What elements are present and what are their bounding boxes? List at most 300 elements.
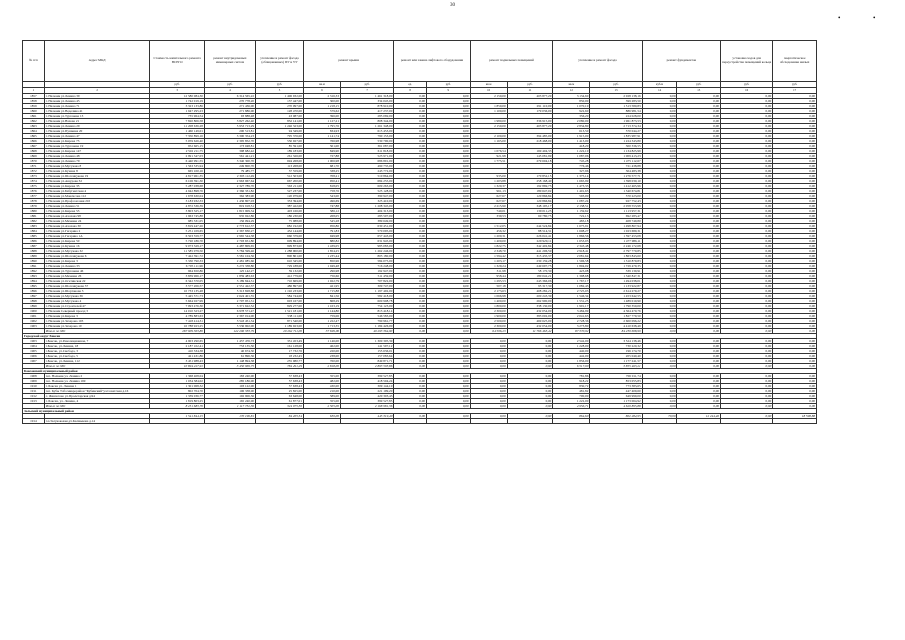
value-cell: 7 418 414,31 (150, 319, 204, 324)
value-cell: 0,00 (394, 379, 427, 384)
value-cell: 355,00 (303, 374, 340, 379)
value-cell: 230 159,28 (507, 259, 553, 264)
value-cell: 0,00 (394, 364, 427, 369)
value-cell: 0,00 (427, 244, 471, 249)
value-cell: 2 797 770,85 (590, 249, 642, 254)
address-cell: г. Нальчик ул.Ленина 47 (44, 134, 150, 139)
value-cell: 0,00 (427, 214, 471, 219)
value-cell: 1 795,76 (303, 124, 340, 129)
value-cell: 0,00 (773, 259, 817, 264)
value-cell: 157 083,64 (340, 354, 393, 359)
value-cell (303, 419, 340, 424)
value-cell: 0,00 (427, 384, 471, 389)
value-cell: 1 301 068,32 (150, 384, 204, 389)
value-cell: 430,00 (303, 384, 340, 389)
value-cell: 0,00 (642, 234, 677, 239)
value-cell: 0,00 (721, 304, 773, 309)
value-cell: 0,00 (427, 394, 471, 399)
value-cell: 4 789 883,63 (150, 314, 204, 319)
value-cell: 0,00 (677, 399, 721, 404)
value-cell: 0,00 (773, 224, 817, 229)
value-cell: 3 577 206,57 (150, 284, 204, 289)
value-cell: 510 864,00 (340, 174, 393, 179)
value-cell: 0,00 (427, 119, 471, 124)
address-cell: г. Нальчик ул.Ленина 48 (44, 154, 150, 159)
value-cell: 7 422 391,72 (150, 254, 204, 259)
value-cell: 0,00 (427, 304, 471, 309)
value-cell: 155 636,01 (340, 349, 393, 354)
value-cell: 0,00 (427, 349, 471, 354)
value-cell: 700,00 (553, 394, 590, 399)
value-cell: 0,00 (394, 224, 427, 229)
value-cell: 0,00 (677, 284, 721, 289)
value-cell: 1 541 844,15 (150, 414, 204, 419)
value-cell: 1 804,02 (553, 264, 590, 269)
value-cell: 682 192,00 (256, 224, 304, 229)
value-cell: 268,05 (303, 214, 340, 219)
value-cell: 832 141,00 (256, 119, 304, 124)
value-cell: 1 208 345,00 (340, 204, 393, 209)
value-cell: 0,00 (394, 184, 427, 189)
value-cell: 2 991 347,03 (150, 154, 204, 159)
value-cell: 113 268,00 (256, 164, 304, 169)
value-cell: 0,00 (721, 254, 773, 259)
value-cell: 0,00 (721, 174, 773, 179)
value-cell: 0,00 (721, 344, 773, 349)
value-cell: 0,00 (773, 179, 817, 184)
value-cell: 1 597 453,08 (590, 234, 642, 239)
value-cell: 0,00 (427, 249, 471, 254)
value-cell: 525 128,00 (340, 189, 393, 194)
value-cell: 586,12 (303, 209, 340, 214)
value-cell: 0,00 (677, 239, 721, 244)
value-cell: 0,00 (677, 249, 721, 254)
value-cell: 0,00 (721, 389, 773, 394)
value-cell: 0,00 (427, 299, 471, 304)
unit-cell: кв.м (470, 82, 507, 88)
value-cell: 6 106 391,30 (150, 179, 204, 184)
value-cell: 0,00 (394, 204, 427, 209)
row-number-cell: 1909 (23, 379, 45, 384)
value-cell: 2 246 172,68 (590, 244, 642, 249)
value-cell: 412 779,00 (256, 274, 304, 279)
value-cell: 0,00 (642, 124, 677, 129)
value-cell: 790 961,77 (340, 319, 393, 324)
value-cell: 57 638,43 (256, 384, 304, 389)
value-cell: 462,00 (303, 344, 340, 349)
unit-cell: руб. (773, 82, 817, 88)
row-number-cell: 1886 (23, 239, 45, 244)
value-cell: 120 866,84 (507, 194, 553, 199)
value-cell: 0,00 (721, 124, 773, 129)
value-cell: 0,00 (773, 254, 817, 259)
value-cell: 0,00 (427, 94, 471, 99)
value-cell: 0,00 (721, 349, 773, 354)
row-number-cell: 1895 (23, 284, 45, 289)
value-cell: 0,00 (773, 164, 817, 169)
value-cell: 0,00 (721, 119, 773, 124)
value-cell: 196 174,70 (590, 349, 642, 354)
address-cell: г. Нальчик ул.Мусукова 4 (44, 299, 150, 304)
value-cell: 0,00 (677, 304, 721, 309)
value-cell: 2 303 112,49 (204, 174, 255, 179)
value-cell: 200 243,39 (507, 294, 553, 299)
value-cell: 64 506,23 (470, 329, 507, 334)
header-cell: ремонт крыши (303, 41, 393, 82)
value-cell: 0,00 (427, 164, 471, 169)
value-cell: 1 401,63 (553, 189, 590, 194)
value-cell: 1 159,62 (553, 209, 590, 214)
value-cell: 0,00 (394, 159, 427, 164)
value-cell: 0,00 (427, 129, 471, 134)
unit-cell: руб. (150, 82, 204, 88)
value-cell: 1 339 036,77 (150, 394, 204, 399)
address-cell: г. Нальчик ул.Ленина 33 (44, 264, 150, 269)
section-title: Городской округ Баксан (23, 334, 817, 339)
value-cell: 0,00 (677, 144, 721, 149)
value-cell: 1 563 535,94 (150, 164, 204, 169)
value-cell: 12 244,46 (677, 414, 721, 419)
row-number-cell: 1867 (23, 144, 45, 149)
value-cell (340, 419, 393, 424)
table-row (23, 419, 817, 424)
unit-cell: кв.м (553, 82, 590, 88)
value-cell: 270 097,00 (256, 104, 304, 109)
header-cell: Адрес МКД (44, 41, 150, 82)
value-cell: 0,00 (721, 339, 773, 344)
value-cell: 0,00 (394, 234, 427, 239)
value-cell: 361 087,00 (340, 144, 393, 149)
value-cell: 1 863 843,60 (590, 254, 642, 259)
value-cell: 0,00 (642, 294, 677, 299)
section-title: Баксанский муниципальный район (23, 369, 817, 374)
value-cell: 1 222,47 (303, 319, 340, 324)
value-cell: 0,00 (427, 379, 471, 384)
address-cell: с. Жанхотеко ул.Пролетарская д.94 (44, 394, 150, 399)
value-cell: 342 402,84 (507, 244, 553, 249)
value-cell: 0,00 (642, 284, 677, 289)
value-cell: 0,00 (394, 329, 427, 334)
value-cell: 2 728,36 (553, 319, 590, 324)
value-cell: 0,00 (427, 399, 471, 404)
value-cell: 387 422,00 (256, 204, 304, 209)
row-number-cell: 1863 (23, 124, 45, 129)
value-cell: 4 956,71 (553, 404, 590, 409)
value-cell: 481,82 (553, 389, 590, 394)
value-cell: 1 300 305,39 (340, 339, 393, 344)
value-cell: 570 095,00 (340, 229, 393, 234)
value-cell: 790 153,00 (340, 134, 393, 139)
value-cell: 0,00 (427, 329, 471, 334)
value-cell: 0,00 (642, 249, 677, 254)
value-cell: 1 192 233,00 (256, 289, 304, 294)
address-cell: п.п. Нальчик ул. Ленина 169 (44, 379, 150, 384)
value-cell: 441 206,59 (507, 249, 553, 254)
value-cell: 3 189 844,31 (204, 279, 255, 284)
table-body (23, 94, 817, 424)
value-cell: 95 317,30 (507, 284, 553, 289)
value-cell: 6 705 111,96 (150, 264, 204, 269)
value-cell: 0,00 (427, 374, 471, 379)
value-cell: 543,00 (303, 194, 340, 199)
row-number-cell: 1894 (23, 279, 45, 284)
value-cell: 1 439,05 (303, 244, 340, 249)
value-cell: 7 820 806,58 (150, 119, 204, 124)
value-cell: 0,00 (394, 269, 427, 274)
value-cell: 0,00 (773, 159, 817, 164)
value-cell: 0,00 (427, 139, 471, 144)
value-cell: 84 205,54 (256, 414, 304, 419)
value-cell: 10 733 135,48 (150, 289, 204, 294)
value-cell: 348 195,17 (507, 204, 553, 209)
value-cell: 0,00 (721, 179, 773, 184)
value-cell: 0,00 (677, 244, 721, 249)
page-number: 30 (450, 3, 455, 8)
value-cell: 781,86 (553, 374, 590, 379)
value-cell (590, 419, 642, 424)
value-cell: 87 370,02 (553, 329, 590, 334)
value-cell: 0,00 (677, 289, 721, 294)
value-cell: 0,00 (677, 224, 721, 229)
address-cell: г.Баксан, ул.Ленина, 18 (44, 344, 150, 349)
value-cell: 0,00 (677, 94, 721, 99)
value-cell: 10 894 227,91 (150, 364, 204, 369)
value-cell: 0,00 (394, 134, 427, 139)
value-cell: 0,00 (773, 374, 817, 379)
value-cell: 2 542,00 (553, 339, 590, 344)
row-number-cell: 1884 (23, 229, 45, 234)
value-cell: 249 697,73 (507, 264, 553, 269)
value-cell: 0,00 (394, 119, 427, 124)
value-cell: 0,00 (427, 174, 471, 179)
value-cell: 0,00 (773, 184, 817, 189)
column-number-cell: 16 (721, 88, 773, 94)
value-cell: 830,72 (553, 384, 590, 389)
row-number-cell: 1877 (23, 194, 45, 199)
value-cell: 0,00 (427, 269, 471, 274)
value-cell: 1 460 149,01 (150, 129, 204, 134)
value-cell: 3 183 932,33 (150, 199, 204, 204)
value-cell: 0,00 (773, 139, 817, 144)
value-cell: 0,00 (427, 279, 471, 284)
address-cell: г. Нальчик ул.Захарова 103 (44, 319, 150, 324)
value-cell: 692 283,47 (590, 214, 642, 219)
unit-cell: ед. (394, 82, 427, 88)
row-number-cell: 1880 (23, 209, 45, 214)
value-cell: 795 376,00 (256, 134, 304, 139)
value-cell: 2 215,90 (470, 204, 507, 209)
value-cell: 808 344,00 (340, 119, 393, 124)
value-cell (204, 419, 255, 424)
value-cell: 0,00 (642, 154, 677, 159)
value-cell: 0,00 (394, 294, 427, 299)
value-cell: 0,00 (642, 279, 677, 284)
value-cell: 0,00 (721, 159, 773, 164)
address-cell: г. Нальчик ул.Мусукова 32 (44, 249, 150, 254)
value-cell: 0,00 (721, 294, 773, 299)
value-cell: 0,00 (773, 399, 817, 404)
value-cell: 1 790 350,00 (590, 304, 642, 309)
value-cell: 0,00 (427, 359, 471, 364)
value-cell: 0,00 (642, 259, 677, 264)
value-cell: 0,00 (721, 214, 773, 219)
value-cell: 0,00 (394, 154, 427, 159)
value-cell: 716 248,00 (340, 264, 393, 269)
value-cell: 1 665,99 (553, 179, 590, 184)
value-cell: 0,00 (642, 174, 677, 179)
value-cell: 169 404,33 (507, 149, 553, 154)
value-cell: 4 903 290,65 (150, 339, 204, 344)
value-cell: 0,00 (642, 349, 677, 354)
value-cell: 170 852,15 (507, 174, 553, 179)
value-cell: 79 485,77 (204, 169, 255, 174)
value-cell: 3 451 988,43 (150, 359, 204, 364)
value-cell: 1 596,58 (553, 259, 590, 264)
value-cell: 1 800,00 (470, 304, 507, 309)
value-cell: 0,00 (427, 259, 471, 264)
value-cell: 0,00 (677, 329, 721, 334)
value-cell: 1 200,31 (470, 234, 507, 239)
value-cell: 4 364 470,76 (590, 309, 642, 314)
value-cell: 271 436,00 (204, 104, 255, 109)
header-cell: ремонт подвальных помещений (470, 41, 553, 82)
value-cell: 0,00 (677, 154, 721, 159)
row-number-cell: 1882 (23, 219, 45, 224)
value-cell: 88 514,31 (507, 229, 553, 234)
value-cell: 0,00 (721, 149, 773, 154)
value-cell: 2 348,70 (470, 249, 507, 254)
value-cell: 0,00 (394, 299, 427, 304)
address-cell: г. Нальчик ул.Захарова 10 (44, 324, 150, 329)
value-cell: 0,00 (642, 324, 677, 329)
value-cell: 3 273,80 (553, 324, 590, 329)
value-cell: 3 543 451,34 (204, 319, 255, 324)
value-cell: 0,00 (721, 329, 773, 334)
value-cell: 192 947,00 (340, 269, 393, 274)
row-number-cell: 1891 (23, 264, 45, 269)
value-cell: 776,46 (553, 164, 590, 169)
value-cell: 0,00 (394, 394, 427, 399)
value-cell: 1 165,00 (470, 139, 507, 144)
value-cell: 507,18 (470, 284, 507, 289)
value-cell: 0,00 (394, 339, 427, 344)
value-cell: 1 340 674,81 (590, 189, 642, 194)
address-cell: Итого по МО (44, 404, 150, 409)
value-cell: 0,00 (677, 184, 721, 189)
value-cell: 2 918,41 (553, 249, 590, 254)
value-cell: 0,00 (507, 384, 553, 389)
value-cell: 0,00 (773, 199, 817, 204)
value-cell: 1 022,79 (303, 279, 340, 284)
value-cell: 296,98 (303, 269, 340, 274)
value-cell (427, 419, 471, 424)
value-cell: 0,00 (721, 364, 773, 369)
value-cell: 627,67 (470, 199, 507, 204)
value-cell: 200 513,81 (204, 129, 255, 134)
address-cell: г. Нальчик ул.Тургенева 13 (44, 114, 150, 119)
value-cell (677, 419, 721, 424)
value-cell: 0,00 (427, 289, 471, 294)
value-cell: 0,00 (773, 359, 817, 364)
value-cell: 0,00 (642, 244, 677, 249)
value-cell: 0,00 (677, 124, 721, 129)
value-cell: 0,00 (427, 294, 471, 299)
value-cell: 0,00 (642, 374, 677, 379)
value-cell: 336 915,00 (507, 119, 553, 124)
address-cell: г. Нальчик ул.Шогенцукова 37 (44, 284, 150, 289)
value-cell: 0,00 (721, 354, 773, 359)
value-cell: 773 383,65 (590, 384, 642, 389)
value-cell: 0,00 (394, 274, 427, 279)
value-cell: 7 093 476,30 (150, 304, 204, 309)
row-number-cell: 1888 (23, 249, 45, 254)
address-cell: г. Нальчик ул.Ашурова 32 (44, 179, 150, 184)
value-cell: 61 896,36 (204, 354, 255, 359)
header-cell: ремонт или замена лифтового оборудования (394, 41, 470, 82)
value-cell: 0,00 (394, 174, 427, 179)
value-cell: 18 232,45 (256, 354, 304, 359)
value-cell: 1 866,56 (553, 234, 590, 239)
value-cell: 1 947 295,23 (150, 109, 204, 114)
value-cell: 0,00 (721, 164, 773, 169)
address-cell: г. Нальчик ул.Мовсисова 112 (44, 194, 150, 199)
value-cell: 270 778,20 (204, 99, 255, 104)
value-cell: 0,00 (721, 239, 773, 244)
row-number-cell: 1862 (23, 119, 45, 124)
row-number-cell: 1887 (23, 244, 45, 249)
value-cell: 0,00 (642, 379, 677, 384)
value-cell: 0,00 (773, 364, 817, 369)
value-cell: 0,00 (394, 169, 427, 174)
value-cell: 192 906,36 (204, 394, 255, 399)
value-cell: 0,00 (642, 304, 677, 309)
value-cell: 5 287 038,68 (150, 184, 204, 189)
value-cell: 0,00 (642, 99, 677, 104)
value-cell: 0,00 (773, 114, 817, 119)
value-cell: 0,00 (427, 224, 471, 229)
value-cell: 0,00 (394, 254, 427, 259)
value-cell: 490 735,00 (340, 164, 393, 169)
value-cell (642, 419, 677, 424)
row-number-cell: 1904 (23, 344, 45, 349)
column-number-cell: 12 (553, 88, 590, 94)
value-cell: 0,00 (721, 144, 773, 149)
value-cell: 0,00 (677, 179, 721, 184)
value-cell: 0,00 (470, 364, 507, 369)
row-number-cell: 1866 (23, 139, 45, 144)
value-cell: 122 296 333,79 (204, 329, 255, 334)
row-number-cell: 1890 (23, 259, 45, 264)
value-cell: 0,00 (773, 319, 817, 324)
value-cell: 0,00 (773, 169, 817, 174)
value-cell: 0,00 (470, 359, 507, 364)
value-cell: 0,00 (427, 229, 471, 234)
value-cell: 224 028,00 (590, 114, 642, 119)
value-cell: 1 915,00 (553, 134, 590, 139)
value-cell: 0,00 (721, 399, 773, 404)
value-cell: 2 803 503,86 (340, 364, 393, 369)
value-cell: 0,00 (677, 174, 721, 179)
value-cell: 0,00 (677, 359, 721, 364)
column-number-cell: 8 (394, 88, 427, 94)
value-cell: 0,00 (427, 314, 471, 319)
value-cell: 0,00 (394, 199, 427, 204)
value-cell: 210,00 (303, 389, 340, 394)
value-cell: 5 313 828,88 (204, 289, 255, 294)
value-cell: 2 963 967,64 (204, 179, 255, 184)
value-cell: 420 303,43 (340, 394, 393, 399)
value-cell: 0,00 (773, 214, 817, 219)
